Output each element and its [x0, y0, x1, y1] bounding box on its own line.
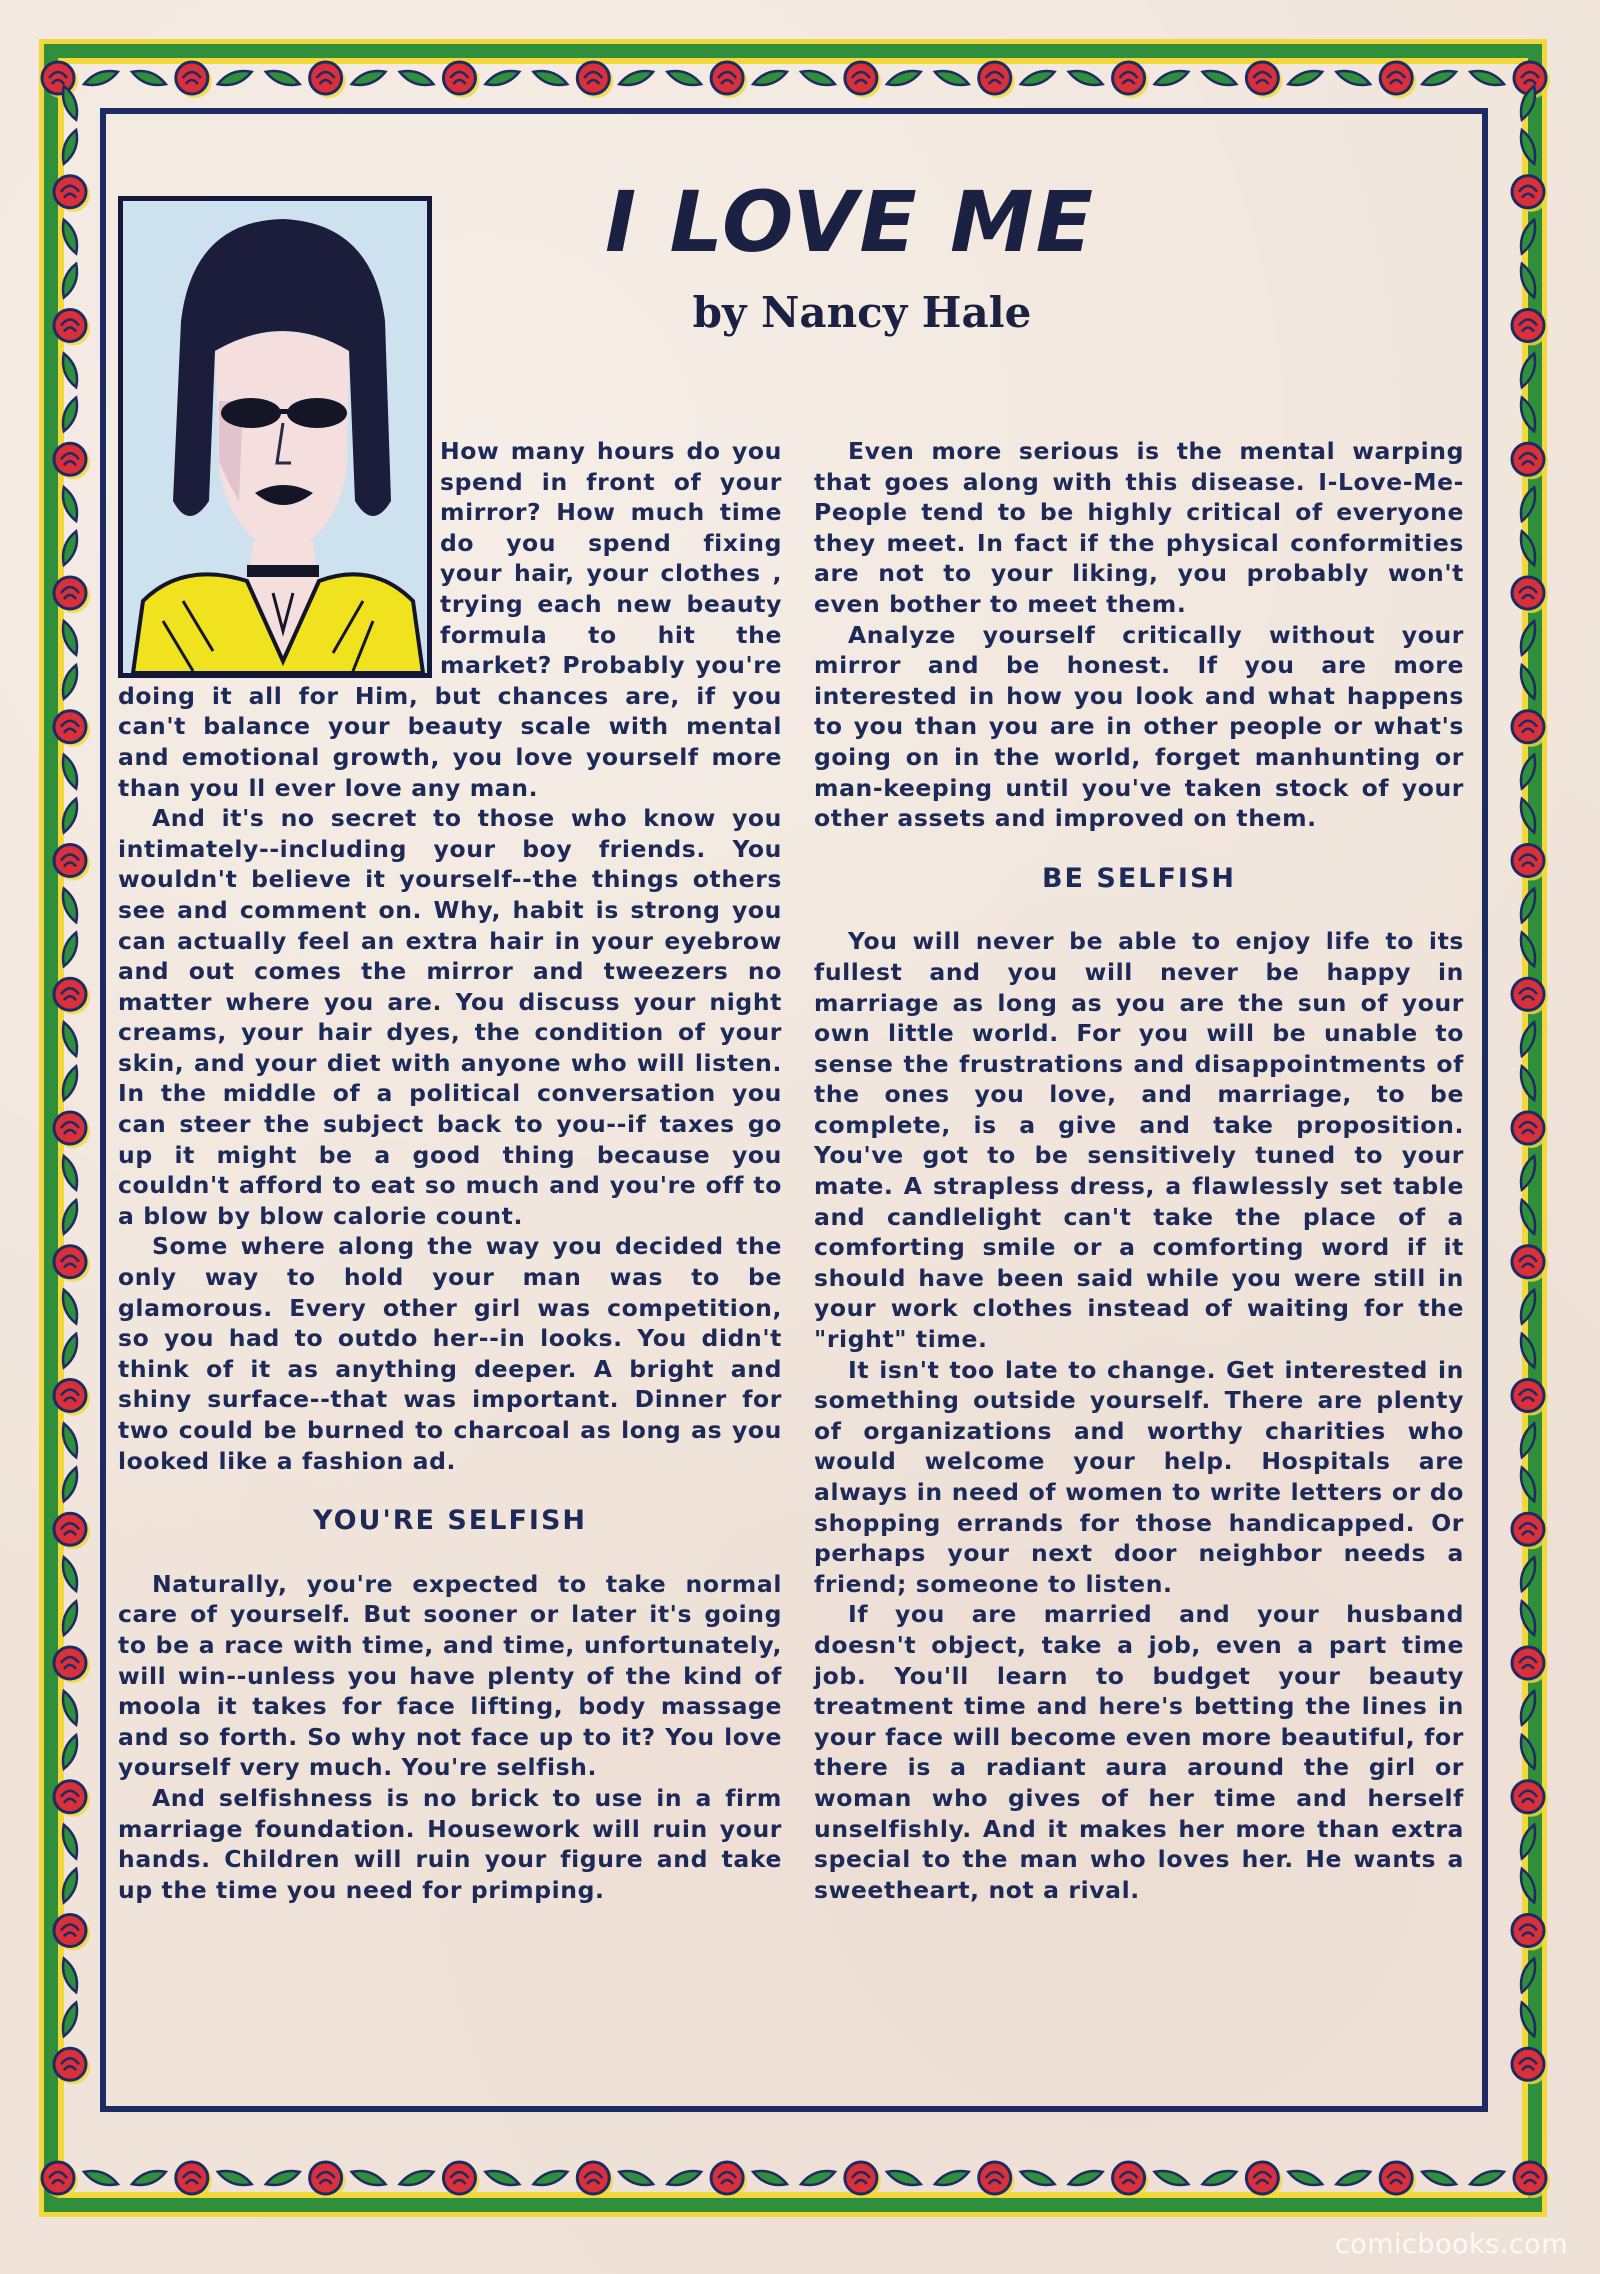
leaf-ornament [1201, 2167, 1239, 2190]
leaf-ornament [1517, 1555, 1540, 1593]
rose-ornament [176, 62, 212, 98]
rose-ornament [42, 2162, 78, 2198]
rose-ornament [1512, 1915, 1548, 1951]
leaf-ornament [216, 2167, 254, 2190]
leaf-ornament [617, 67, 655, 90]
subheading-be-selfish: BE SELFISH [1041, 862, 1237, 894]
leaf-ornament [1517, 1064, 1540, 1102]
leaf-ornament [751, 2167, 789, 2190]
leaf-ornament [59, 485, 82, 523]
leaf-ornament [1517, 485, 1540, 523]
leaf-ornament [1517, 1332, 1540, 1370]
leaf-ornament [1334, 67, 1372, 90]
leaf-ornament [59, 1198, 82, 1236]
leaf-ornament [1517, 218, 1540, 256]
leaf-ornament [59, 931, 82, 969]
leaf-ornament [1517, 1733, 1540, 1771]
leaf-ornament [1517, 1957, 1540, 1995]
rose-ornament [310, 62, 346, 98]
leaf-ornament [799, 67, 837, 90]
rose-ornament [845, 2162, 881, 2198]
leaf-ornament [1517, 1867, 1540, 1905]
leaf-ornament [216, 67, 254, 90]
rose-ornament [1246, 62, 1282, 98]
rose-ornament [1512, 845, 1548, 881]
paragraph: And it's no secret to those who know you intimately--including your boy friends. You wouldn't believe it yourself--the things others see and comment on. Why, habit is strong you can actually feel an extra hair in your eyebrow and out comes the mirror and tweezers no matter where you are. You discuss your night creams, your hair dyes, the condition of your skin, and your diet with anyone who will listen. In the middle of a political conversation you can steer the subject back to you--if taxes go up it might be a good thing because you couldn't afford to eat so much and you're off to a blow by blow calorie count. [118, 804, 782, 1230]
rose-ornament [711, 62, 747, 98]
leaf-ornament [1420, 67, 1458, 90]
leaf-ornament [532, 2167, 570, 2190]
leaf-ornament [799, 2167, 837, 2190]
rose-ornament [54, 1112, 90, 1148]
leaf-ornament [350, 2167, 388, 2190]
right-column [814, 436, 1464, 1905]
rose-ornament [54, 1513, 90, 1549]
leaf-ornament [59, 352, 82, 390]
paragraph: Naturally, you're expected to take normal care of yourself. But sooner or later it's going to be a race with time, and time, unfortunately, will win--unless you have plenty of the kind of moola it takes for face lifting, body massage and so forth. So why not face up to it? You love yourself very much. You're selfish. [118, 1569, 782, 1782]
leaf-ornament [1420, 2167, 1458, 2190]
rose-ornament [1512, 577, 1548, 613]
leaf-ornament [82, 67, 120, 90]
rose-ornament [443, 62, 479, 98]
leaf-ornament [1153, 67, 1191, 90]
paragraph: Even more serious is the mental warping that goes along with this disease. I-Love-Me-People tend to be highly critical of everyone they meet. In fact if the physical conformities are not to your liking, you probably won't even bother to meet them. [814, 437, 1464, 618]
leaf-ornament [59, 529, 82, 567]
leaf-ornament [59, 753, 82, 791]
rose-ornament [1380, 2162, 1416, 2198]
rose-ornament [711, 2162, 747, 2198]
leaf-ornament [1517, 529, 1540, 567]
leaf-ornament [1468, 67, 1506, 90]
leaf-ornament [398, 2167, 436, 2190]
leaf-ornament [1517, 1154, 1540, 1192]
leaf-ornament [59, 1689, 82, 1727]
rose-ornament [1512, 1246, 1548, 1282]
leaf-ornament [59, 1064, 82, 1102]
rose-ornament [54, 443, 90, 479]
leaf-ornament [1201, 67, 1239, 90]
leaf-ornament [1517, 797, 1540, 835]
leaf-ornament [59, 1332, 82, 1370]
leaf-ornament [59, 1823, 82, 1861]
leaf-ornament [1517, 1823, 1540, 1861]
leaf-ornament [1517, 619, 1540, 657]
leaf-ornament [59, 1555, 82, 1593]
leaf-ornament [264, 67, 302, 90]
leaf-ornament [82, 2167, 120, 2190]
leaf-ornament [59, 887, 82, 925]
leaf-ornament [1517, 262, 1540, 300]
leaf-ornament [398, 67, 436, 90]
leaf-ornament [350, 67, 388, 90]
rose-ornament [54, 310, 90, 346]
rose-ornament [54, 845, 90, 881]
leaf-ornament [1517, 1020, 1540, 1058]
rose-ornament [1514, 2162, 1550, 2198]
watermark: comicbooks.com [1334, 2229, 1568, 2260]
leaf-ornament [59, 262, 82, 300]
leaf-ornament [59, 128, 82, 166]
rose-ornament [1246, 2162, 1282, 2198]
rose-ornament [979, 62, 1015, 98]
leaf-ornament [59, 1599, 82, 1637]
leaf-ornament [59, 1466, 82, 1504]
rose-ornament [54, 2048, 90, 2084]
leaf-ornament [59, 1867, 82, 1905]
rose-ornament [1512, 1647, 1548, 1683]
article-byline: by Nancy Hale [692, 288, 1032, 337]
leaf-ornament [59, 797, 82, 835]
leaf-ornament [1286, 2167, 1324, 2190]
leaf-ornament [751, 67, 789, 90]
leaf-ornament [1517, 352, 1540, 390]
rose-ornament [1512, 1781, 1548, 1817]
article-content [112, 118, 1476, 2102]
article-title: I LOVE ME [604, 173, 1096, 271]
rose-ornament [577, 62, 613, 98]
rose-ornament [54, 176, 90, 212]
leaf-ornament [59, 1957, 82, 1995]
leaf-ornament [1468, 2167, 1506, 2190]
leaf-ornament [59, 619, 82, 657]
leaf-ornament [59, 218, 82, 256]
leaf-ornament [665, 67, 703, 90]
leaf-ornament [1286, 67, 1324, 90]
leaf-ornament [1517, 1422, 1540, 1460]
rose-ornament [54, 1380, 90, 1416]
leaf-ornament [1517, 663, 1540, 701]
rose-ornament [1113, 62, 1149, 98]
rose-ornament [54, 1915, 90, 1951]
rose-ornament [1512, 1112, 1548, 1148]
rose-ornament [845, 62, 881, 98]
leaf-ornament [1517, 931, 1540, 969]
leaf-ornament [59, 1288, 82, 1326]
leaf-ornament [665, 2167, 703, 2190]
leaf-ornament [933, 67, 971, 90]
leaf-ornament [1517, 1288, 1540, 1326]
leaf-ornament [59, 1422, 82, 1460]
rose-ornament [54, 1246, 90, 1282]
rose-ornament [1512, 176, 1548, 212]
paragraph: If you are married and your husband doesn't object, take a job, even a part time job. You'll learn to budget your beauty treatment time and here's betting the lines in your face will become even more beautiful, for there is a radiant aura around the girl or woman who gives of her time and herself unselfishly. And it makes her more than extra special to the man who loves her. He wants a sweetheart, not a rival. [814, 1600, 1464, 1904]
leaf-ornament [1517, 2001, 1540, 2039]
leaf-ornament [59, 1020, 82, 1058]
leaf-ornament [1517, 396, 1540, 434]
leaf-ornament [1517, 1466, 1540, 1504]
leaf-ornament [1517, 753, 1540, 791]
leaf-ornament [59, 1154, 82, 1192]
rose-ornament [1512, 2048, 1548, 2084]
rose-ornament [54, 1647, 90, 1683]
leaf-ornament [1019, 67, 1057, 90]
paragraph: Some where along the way you decided the only way to hold your man was to be glamorous. Every other girl was competition, so you had to outdo her--in looks. You didn't think of it as anything deeper. A bright and shiny surface--that was important. Dinner for two could be burned to charcoal as long as you looked like a fashion ad. [118, 1232, 782, 1475]
rose-ornament [176, 2162, 212, 2198]
leaf-ornament [1517, 128, 1540, 166]
rose-ornament [54, 1781, 90, 1817]
leaf-ornament [1517, 1198, 1540, 1236]
leaf-ornament [484, 67, 522, 90]
rose-ornament [54, 577, 90, 613]
leaf-ornament [1517, 1689, 1540, 1727]
leaf-ornament [59, 1733, 82, 1771]
leaf-ornament [885, 67, 923, 90]
rose-ornament [1512, 1513, 1548, 1549]
leaf-ornament [933, 2167, 971, 2190]
rose-ornament [1512, 310, 1548, 346]
rose-ornament [42, 62, 78, 98]
portrait-wrap-spacer [118, 436, 436, 678]
leaf-ornament [484, 2167, 522, 2190]
rose-ornament [310, 2162, 346, 2198]
paragraph: It isn't too late to change. Get interested in something outside yourself. There are plenty of organizations and worthy charities who would welcome your help. Hospitals are always in need of women to write letters or do shopping errands for those handicapped. Or perhaps your next door neighbor needs a friend; someone to listen. [814, 1355, 1464, 1598]
leaf-ornament [1517, 887, 1540, 925]
leaf-ornament [1153, 2167, 1191, 2190]
leaf-ornament [264, 2167, 302, 2190]
rose-ornament [443, 2162, 479, 2198]
rose-ornament [577, 2162, 613, 2198]
rose-ornament [54, 711, 90, 747]
rose-ornament [1512, 1380, 1548, 1416]
leaf-ornament [59, 396, 82, 434]
rose-ornament [1380, 62, 1416, 98]
leaf-ornament [1067, 67, 1105, 90]
leaf-ornament [1067, 2167, 1105, 2190]
paragraph: You will never be able to enjoy life to its fullest and you will never be happy in marriage as long as you are the sun of your own little world. For you will be unable to sense the frustrations and disappointments of the ones you love, and marriage, to be complete, is a give and take proposition. You've got to be sensitively tuned to your mate. A strapless dress, a flawlessly set table and candlelight can't take the place of a comforting smile or a comforting word if it should have been said while you were still in your work clothes instead of waiting for the "right" time. [814, 927, 1464, 1354]
leaf-ornament [130, 2167, 168, 2190]
paragraph: How many hours do you spend in front of your mirror? How much time do you spend fixing your hair, your clothes , trying each new beauty formula to hit the market? Probably you're doing it all for Him, but chances are, if you can't balance your beauty scale with mental and emotional growth, you love yourself more than you ll ever love any man. [118, 437, 782, 802]
rose-ornament [979, 2162, 1015, 2198]
rose-ornament [1512, 443, 1548, 479]
leaf-ornament [1517, 1599, 1540, 1637]
rose-ornament [1113, 2162, 1149, 2198]
leaf-ornament [130, 67, 168, 90]
paragraph: And selfishness is no brick to use in a firm marriage foundation. Housework will ruin your hands. Children will ruin your figure and take up the time you need for primping. [118, 1783, 782, 1904]
rose-ornament [1512, 711, 1548, 747]
leaf-ornament [1334, 2167, 1372, 2190]
leaf-ornament [532, 67, 570, 90]
leaf-ornament [1019, 2167, 1057, 2190]
leaf-ornament [885, 2167, 923, 2190]
leaf-ornament [617, 2167, 655, 2190]
rose-ornament [54, 978, 90, 1014]
leaf-ornament [59, 2001, 82, 2039]
rose-ornament [1512, 978, 1548, 1014]
left-column [118, 436, 782, 1905]
subheading-youre-selfish: YOU'RE SELFISH [313, 1505, 587, 1537]
paragraph: Analyze yourself critically without your mirror and be honest. If you are more interested in how you look and what happens to you than you are in other people or what's going on in the world, forget manhunting or man-keeping until you've taken stock of your other assets and improved on them. [814, 620, 1464, 833]
leaf-ornament [59, 663, 82, 701]
